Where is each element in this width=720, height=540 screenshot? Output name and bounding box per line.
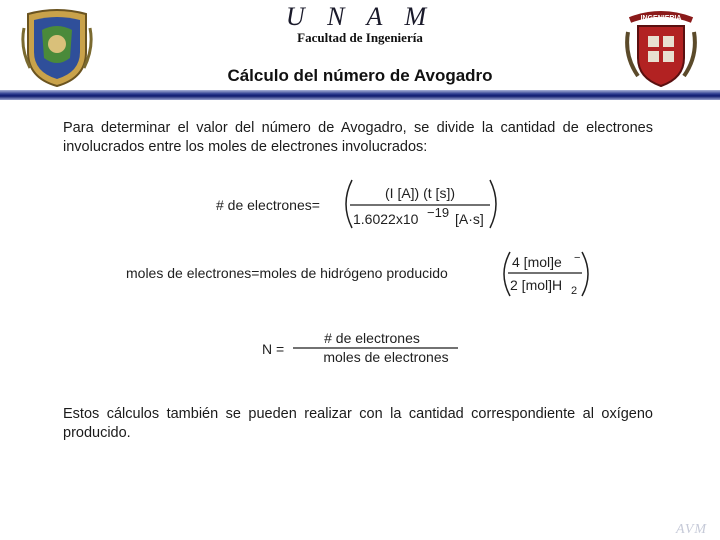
formula3-numerator: # de electrones <box>324 330 420 346</box>
formula2-lhs: moles de electrones=moles de hidrógeno producido <box>126 265 448 281</box>
formula3-lhs: N = <box>262 341 285 357</box>
unam-heading: U N A M <box>285 2 435 31</box>
formula1-right-paren <box>490 180 496 228</box>
author-signature: AVM <box>676 522 708 537</box>
formula2-numerator: 4 [mol]e <box>512 254 562 270</box>
formula1-denominator: 1.6022x10 <box>353 211 419 227</box>
engineering-crest-text: INGENIERIA <box>640 15 682 22</box>
faculty-name: Facultad de Ingeniería <box>297 30 423 45</box>
formula2-denominator-sub: 2 <box>571 285 578 297</box>
formula1-lhs: # de electrones= <box>216 197 320 213</box>
formula1-left-paren <box>346 180 352 228</box>
formula1-exponent: −19 <box>427 205 450 220</box>
formula1-unit: [A·s] <box>455 211 484 227</box>
formula-avogadro <box>262 330 458 365</box>
formula3-denominator: moles de electrones <box>323 349 449 365</box>
formula-moles <box>126 252 588 297</box>
formula2-denominator: 2 [mol]H <box>510 277 563 293</box>
formula2-right-paren <box>582 252 588 296</box>
formula2-numerator-sup: − <box>574 252 581 264</box>
closing-paragraph: Estos cálculos también se pueden realizar con la cantidad correspondiente al oxígeno producido. <box>63 406 653 441</box>
intro-paragraph: Para determinar el valor del número de Avogadro, se divide la cantidad de electrones involucrados entre los moles de electrones involucrados: <box>63 120 653 155</box>
formula-electrons <box>216 180 496 228</box>
slide-title: Cálculo del número de Avogadro <box>227 66 493 85</box>
formula1-numerator: (I [A]) (t [s]) <box>385 185 455 201</box>
